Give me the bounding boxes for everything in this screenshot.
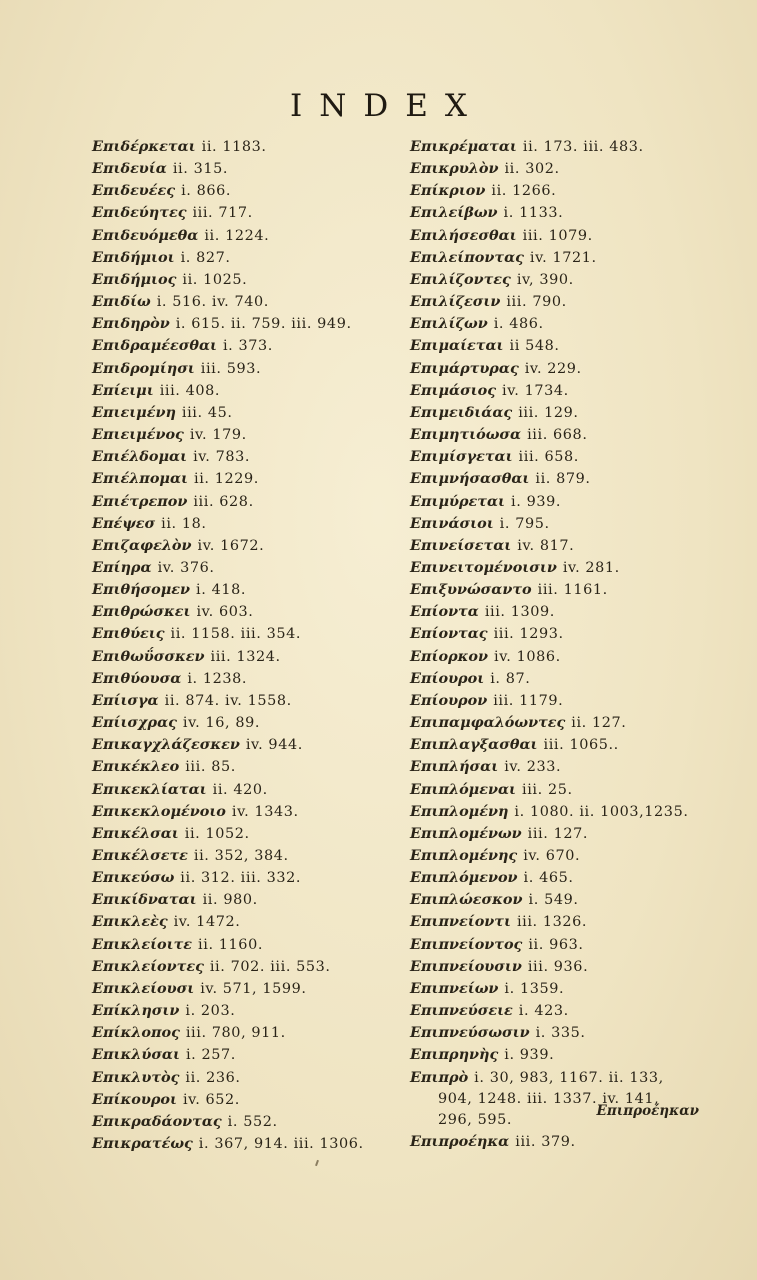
entry-headword: Επίηρα [92, 558, 152, 576]
index-entry [92, 934, 392, 956]
entry-headword: Επικλύσαι [92, 1046, 180, 1064]
entry-headword: Επιέλπομαι [92, 470, 189, 488]
index-entry [92, 358, 392, 380]
entry-reference: ii. 1266. [491, 183, 557, 200]
index-entry [410, 889, 710, 911]
index-entry [92, 978, 392, 1000]
entry-reference: iii. 379. [515, 1134, 576, 1151]
index-entry [92, 225, 392, 247]
entry-reference: ii. 1158. iii. 354. [170, 626, 302, 643]
entry-headword: Επικέκλεο [92, 758, 180, 776]
index-entry [92, 136, 392, 158]
entry-headword: Επίοντας [410, 625, 488, 643]
entry-headword: Επιδευέες [92, 182, 176, 200]
entry-headword: Επιπλήσαι [410, 758, 499, 776]
entry-reference: iii. 1324. [210, 648, 281, 665]
entry-reference: iv. 229. [524, 360, 582, 377]
entry-reference: iv. 670. [523, 848, 581, 864]
entry-reference: ii. 980. [202, 892, 258, 909]
entry-headword: Επιδηρὸν [92, 315, 170, 333]
entry-reference: iii. 45. [181, 404, 233, 421]
entry-headword: Επιθρώσκει [92, 603, 191, 621]
entry-headword: Επιέτρεπον [92, 492, 188, 510]
entry-headword: Επιέλδομαι [92, 448, 188, 466]
entry-reference: i. 1133. [503, 205, 564, 222]
entry-reference: iii. 1326. [516, 914, 588, 931]
index-entry [410, 867, 710, 889]
entry-reference: i. 549. [528, 892, 579, 909]
index-entry [92, 380, 392, 402]
index-entry [92, 845, 392, 867]
right-column [410, 136, 710, 1153]
entry-headword: Επιειμένος [92, 426, 184, 444]
entry-headword: Επίκλοπος [92, 1024, 180, 1042]
entry-headword: Επιδήμιοι [92, 248, 175, 266]
entry-headword: Επιδρομίησι [92, 359, 195, 377]
entry-reference: i. 1359. [504, 980, 565, 997]
index-entry [410, 557, 710, 579]
entry-headword: Επιπρηνὴς [410, 1046, 499, 1064]
entry-headword: Επέψεσ [92, 514, 156, 532]
entry-reference: iii. 717. [192, 205, 253, 222]
entry-headword: Επιλίζεσιν [410, 293, 501, 311]
index-entry [410, 712, 710, 734]
entry-reference: iii. 129. [518, 404, 579, 421]
index-entry [92, 1089, 392, 1111]
entry-headword: Επικεύσω [92, 869, 175, 887]
index-entry [92, 557, 392, 579]
entry-headword: Επιπλόμεναι [410, 780, 516, 798]
entry-headword: Επιδήμιος [92, 270, 177, 288]
index-entry [92, 646, 392, 668]
entry-reference: ii. 302. [504, 161, 560, 178]
entry-headword: Επιδεύητες [92, 204, 187, 222]
entry-reference: ii. 1183. [201, 139, 267, 155]
entry-headword: Επικέλσαι [92, 824, 179, 842]
index-entry [92, 867, 392, 889]
index-entry [92, 1000, 392, 1022]
entry-reference: i. 373. [222, 338, 273, 355]
entry-reference: i. 486. [493, 316, 544, 333]
index-entry [92, 1044, 392, 1066]
entry-headword: Επιπλώεσκον [410, 891, 523, 909]
entry-reference: ii. 963. [528, 936, 584, 953]
index-entry [92, 1022, 392, 1044]
entry-reference: iii. 668. [527, 427, 588, 444]
entry-headword: Επιπνείων [410, 979, 499, 997]
index-entry [410, 491, 710, 513]
entry-reference: i. 418. [196, 582, 247, 599]
entry-reference: ii. 315. [172, 161, 229, 178]
index-entry [92, 1067, 392, 1089]
entry-headword: Επιπροέηκα [410, 1133, 510, 1151]
entry-reference: ii. 18. [161, 515, 207, 532]
index-entry [410, 468, 710, 490]
index-entry [92, 202, 392, 224]
entry-reference: ii. 879. [535, 471, 591, 488]
index-entry [92, 491, 392, 513]
entry-reference: i. 1238. [187, 670, 248, 687]
entry-headword: Επικεκλίαται [92, 780, 207, 798]
paper-speck [315, 1160, 319, 1166]
entry-headword: Επίκριον [410, 182, 486, 200]
index-entry [410, 202, 710, 224]
entry-headword: Επίισχρας [92, 714, 177, 732]
index-entry [410, 1022, 710, 1044]
index-entry [92, 402, 392, 424]
index-entry [92, 668, 392, 690]
index-entry [410, 801, 710, 823]
entry-headword: Επίισγα [92, 691, 159, 709]
entry-headword: Επίκλησιν [92, 1002, 180, 1020]
entry-reference: iv. 603. [196, 604, 254, 621]
entry-headword: Επιξυνώσαντο [410, 581, 532, 599]
entry-reference: iii. 1065.. [543, 737, 619, 754]
index-entry [410, 690, 710, 712]
entry-headword: Επιπλομένης [410, 847, 518, 864]
entry-headword: Επιμειδιάας [410, 403, 513, 421]
entry-reference: iv, 390. [516, 271, 574, 288]
page-title: INDEX [290, 88, 484, 124]
index-entry [410, 1131, 710, 1153]
entry-reference: ii. 236. [185, 1069, 241, 1086]
entry-reference: iv. 944. [245, 737, 303, 754]
entry-reference: iv. 1721. [529, 249, 597, 266]
entry-headword: Επιλήσεσθαι [410, 226, 517, 244]
index-entry [92, 690, 392, 712]
index-entry [92, 513, 392, 535]
index-entry [410, 402, 710, 424]
entry-headword: Επιθήσομεν [92, 581, 191, 599]
index-entry [92, 313, 392, 335]
entry-reference: iv. 1086. [494, 648, 561, 665]
index-entry [410, 535, 710, 557]
entry-headword: Επίοντα [410, 603, 479, 621]
index-entry [410, 623, 710, 645]
entry-headword: Επικρατέως [92, 1135, 193, 1153]
index-entry [410, 446, 710, 468]
entry-reference: i. 423. [518, 1003, 569, 1020]
entry-reference: iv. 1672. [197, 537, 265, 554]
index-entry [410, 291, 710, 313]
entry-headword: Επιμνήσασθαι [410, 470, 530, 488]
index-entry [410, 313, 710, 335]
entry-headword: Επιπνείοντος [410, 935, 523, 953]
entry-headword: Επιμίσγεται [410, 448, 513, 466]
entry-headword: Επίουροι [410, 669, 485, 687]
entry-reference: ii. 1229. [194, 471, 259, 488]
entry-headword: Επιμύρεται [410, 492, 506, 510]
entry-reference: i. 30, 983, 1167. ii. 133, [474, 1069, 664, 1086]
entry-reference: iii. 1161. [537, 582, 608, 599]
entry-headword: Επιειμένη [92, 403, 176, 421]
entry-reference: iii. 593. [200, 360, 262, 377]
entry-headword: Επιπλόμενον [410, 869, 518, 887]
entry-reference: i. 257. [185, 1047, 236, 1064]
index-entry [92, 335, 392, 357]
entry-reference: i. 335. [535, 1025, 586, 1042]
entry-headword: Επιζαφελὸν [92, 536, 192, 554]
index-entry [410, 1044, 710, 1066]
entry-headword: Επίορκον [410, 647, 489, 665]
entry-reference: ii. 1052. [184, 825, 250, 842]
entry-reference: ii. 702. iii. 553. [209, 958, 331, 975]
entry-headword: Επιπνεύσειε [410, 1002, 513, 1020]
entry-headword: Επιδευία [92, 160, 167, 178]
entry-reference: iii. 408. [159, 382, 221, 399]
entry-headword: Επιθύουσα [92, 669, 182, 687]
entry-reference: iii. 25. [522, 781, 573, 798]
index-entry [92, 269, 392, 291]
index-entry [410, 158, 710, 180]
index-entry [92, 623, 392, 645]
entry-reference: i. 939. [511, 493, 562, 510]
entry-headword: Επιλίζων [410, 315, 488, 333]
entry-headword: Επιπλαγξασθαι [410, 736, 538, 754]
entry-reference: iii. 85. [185, 759, 236, 776]
entry-headword: Επίκουροι [92, 1090, 177, 1108]
entry-reference: iii. 1309. [484, 604, 555, 621]
entry-reference: iv. 783. [193, 449, 251, 466]
entry-headword: Επιδίω [92, 293, 151, 311]
entry-reference: i. 203. [185, 1003, 236, 1020]
entry-headword: Επιλείβων [410, 204, 498, 222]
entry-headword: Επιπνείουσιν [410, 957, 522, 975]
index-entry [92, 180, 392, 202]
entry-reference: iii. 780, 911. [185, 1025, 286, 1042]
entry-reference: iv. 16, 89. [182, 715, 261, 732]
index-entry [92, 535, 392, 557]
entry-reference: ii. 1025. [182, 271, 248, 288]
entry-headword: Επιθύεις [92, 625, 165, 643]
entry-headword: Επιπνεύσωσιν [410, 1024, 530, 1042]
index-entry [92, 291, 392, 313]
entry-reference: i. 866. [181, 183, 232, 200]
entry-headword: Επικλείοντες [92, 957, 204, 975]
entry-headword: Επιπνείοντι [410, 913, 511, 931]
index-entry [410, 380, 710, 402]
entry-headword: Επίειμι [92, 381, 154, 399]
entry-reference: iii. 658. [518, 449, 579, 466]
entry-headword: Επικρυλὸν [410, 160, 499, 178]
entry-reference: iv. 233. [504, 759, 562, 776]
index-entry [410, 845, 710, 867]
entry-headword: Επιπλομένη [410, 802, 509, 820]
entry-headword: Επιδραμέεσθαι [92, 337, 217, 355]
entry-headword: Επιδέρκεται [92, 138, 196, 155]
entry-reference: 904, 1248. iii. 1337. iv. 141, [438, 1090, 660, 1107]
entry-headword: Επιμάσιος [410, 381, 497, 399]
index-entry [410, 579, 710, 601]
entry-headword: Επιλίζοντες [410, 270, 511, 288]
entry-headword: Επιλείποντας [410, 248, 524, 266]
index-entry [92, 756, 392, 778]
entry-headword: Επιμητιόωσα [410, 426, 522, 444]
index-entry [410, 756, 710, 778]
entry-reference: 296, 595. [438, 1111, 513, 1128]
index-entry [410, 1000, 710, 1022]
entry-reference: ii. 1224. [204, 227, 270, 244]
index-entry [92, 712, 392, 734]
entry-reference: iv. 817. [517, 537, 575, 554]
index-entry [410, 269, 710, 291]
entry-headword: Επινειτομένοισιν [410, 558, 557, 576]
index-entry [410, 1067, 710, 1089]
index-entry [92, 956, 392, 978]
index-entry [410, 934, 710, 956]
index-entry [92, 889, 392, 911]
entry-reference: iv. 652. [182, 1091, 240, 1108]
index-entry [410, 225, 710, 247]
entry-reference: i. 1080. ii. 1003,1235. [514, 803, 689, 820]
index-entry [92, 801, 392, 823]
index-entry [92, 468, 392, 490]
index-entry [410, 668, 710, 690]
index-entry [410, 335, 710, 357]
entry-headword: Επιπαμφαλόωντες [410, 714, 566, 732]
entry-headword: Επινάσιοι [410, 514, 494, 532]
index-entry [92, 446, 392, 468]
index-entry [92, 424, 392, 446]
entry-headword: Επικεκλομένοιο [92, 802, 226, 820]
entry-reference: ii. 1160. [198, 936, 263, 953]
entry-reference: i. 465. [523, 870, 574, 887]
entry-reference: i. 367, 914. iii. 1306. [198, 1136, 364, 1153]
index-entry [92, 247, 392, 269]
index-entry [92, 601, 392, 623]
index-entry [92, 579, 392, 601]
entry-headword: Επικαγχλάζεσκεν [92, 736, 240, 754]
entry-reference: ii. 173. iii. 483. [522, 139, 644, 155]
entry-reference: ii. 127. [571, 715, 627, 732]
entry-headword: Επικραδάοντας [92, 1112, 222, 1130]
entry-reference: iii. 936. [527, 958, 589, 975]
entry-reference: i. 827. [180, 249, 231, 266]
entry-reference: ii. 352, 384. [193, 848, 289, 864]
entry-reference: ii. 312. iii. 332. [180, 870, 302, 887]
left-column [92, 136, 392, 1155]
entry-reference: iii. 628. [193, 493, 254, 510]
entry-headword: Επιμάρτυρας [410, 359, 519, 377]
entry-headword: Επικλυτὸς [92, 1068, 180, 1086]
index-entry [92, 158, 392, 180]
entry-headword: Επικλείουσι [92, 979, 195, 997]
entry-reference: iv. 376. [157, 559, 215, 576]
entry-headword: Επικλείοιτε [92, 935, 193, 953]
entry-reference: i. 516. iv. 740. [156, 294, 269, 311]
entry-reference: i. 87. [490, 670, 531, 687]
entry-reference: iv. 571, 1599. [200, 980, 307, 997]
entry-reference: iii. 1179. [493, 692, 564, 709]
entry-reference: ii. 420. [212, 781, 268, 798]
index-entry [92, 779, 392, 801]
entry-headword: Επιπρὸ [410, 1068, 469, 1086]
entry-headword: Επινείσεται [410, 536, 512, 554]
index-entry [410, 734, 710, 756]
catchword: Επιπροέηκαν [596, 1103, 699, 1119]
entry-reference: iv. 1472. [173, 914, 241, 931]
entry-headword: Επίουρον [410, 691, 488, 709]
index-entry [410, 601, 710, 623]
index-entry [410, 136, 710, 158]
entry-headword: Επικέλσετε [92, 847, 188, 864]
index-entry [92, 1133, 392, 1155]
entry-reference: iii. 127. [527, 825, 589, 842]
index-entry [410, 779, 710, 801]
index-entry [410, 911, 710, 933]
entry-reference: iv. 1343. [231, 803, 299, 820]
index-entry [92, 911, 392, 933]
entry-reference: iv. 179. [189, 427, 247, 444]
entry-headword: Επιπλομένων [410, 824, 522, 842]
entry-reference: i. 795. [499, 515, 550, 532]
index-entry [410, 978, 710, 1000]
entry-reference: iv. 1734. [502, 382, 569, 399]
entry-headword: Επιδευόμεθα [92, 226, 199, 244]
entry-headword: Επικίδναται [92, 891, 197, 909]
entry-headword: Επιθωΰσσκεν [92, 647, 205, 665]
entry-reference: iv. 281. [562, 559, 620, 576]
index-entry [92, 734, 392, 756]
index-entry [410, 180, 710, 202]
index-entry [410, 247, 710, 269]
index-entry [410, 823, 710, 845]
index-entry [410, 513, 710, 535]
entry-reference: iii. 1079. [522, 227, 593, 244]
entry-reference: ii 548. [509, 338, 560, 355]
entry-reference: iii. 1293. [493, 626, 564, 643]
entry-reference: i. 615. ii. 759. iii. 949. [175, 316, 352, 333]
index-entry [92, 1111, 392, 1133]
index-entry [410, 424, 710, 446]
entry-reference: i. 939. [504, 1047, 555, 1064]
entry-headword: Επικρέμαται [410, 138, 517, 155]
entry-headword: Επικλεὲς [92, 913, 168, 931]
entry-headword: Επιμαίεται [410, 337, 504, 355]
index-entry [410, 358, 710, 380]
index-entry [410, 956, 710, 978]
index-entry [410, 646, 710, 668]
index-entry [92, 823, 392, 845]
entry-reference: iii. 790. [506, 294, 567, 311]
entry-reference: i. 552. [227, 1113, 278, 1130]
entry-reference: ii. 874. iv. 1558. [164, 692, 292, 709]
